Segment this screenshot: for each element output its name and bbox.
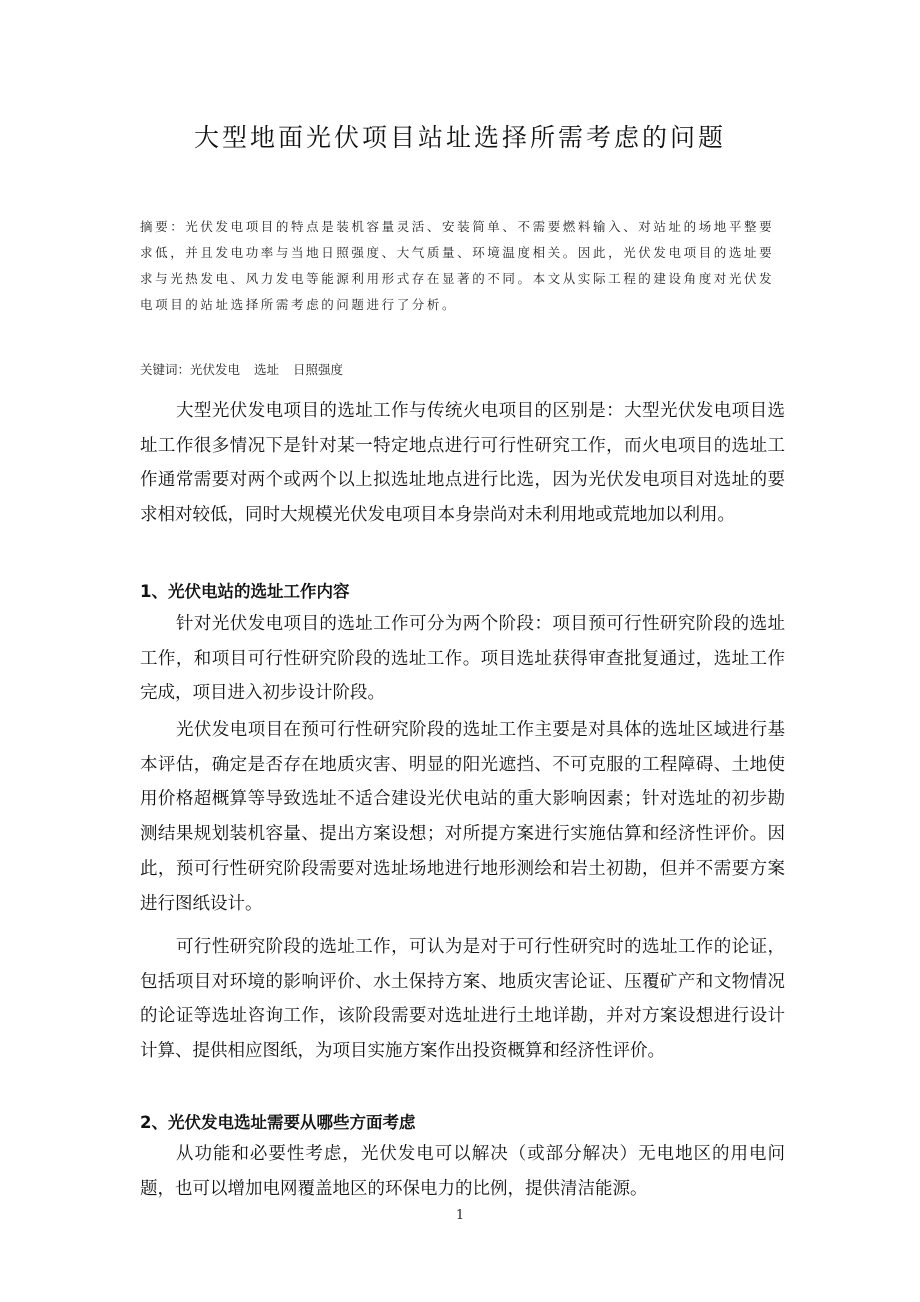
section-2-paragraph-1: 从功能和必要性考虑，光伏发电可以解决（或部分解决）无电地区的用电问题，也可以增加电网覆盖地区的环保电力的比例，提供清洁能源。 bbox=[140, 1144, 785, 1199]
keyword: 日照强度 bbox=[293, 362, 344, 377]
keyword: 选址 bbox=[254, 362, 280, 377]
section-2-heading: 2、光伏发电选址需要从哪些方面考虑 bbox=[140, 1113, 416, 1132]
abstract: 摘要：光伏发电项目的特点是装机容量灵活、安装简单、不需要燃料输入、对站址的场地平整要求低，并且发电功率与当地日照强度、大气质量、环境温度相关。因此，光伏发电项目的选址要求与光热发电、风力发电等能源利用形式存在显著的不同。本文从实际工程的建设角度对光伏发电项目的站址选择所需考虑的问题进行了分析。 bbox=[140, 219, 775, 312]
keywords-line bbox=[140, 360, 357, 380]
intro-paragraph: 大型光伏发电项目的选址工作与传统火电项目的区别是：大型光伏发电项目选址工作很多情况下是针对某一特定地点进行可行性研究工作，而火电项目的选址工作通常需要对两个或两个以上拟选址地点进行比选，因为光伏发电项目对选址的要求相对较低，同时大规模光伏发电项目本身崇尚对未利用地或荒地加以利用。 bbox=[140, 401, 785, 526]
section-1-heading: 1、光伏电站的选址工作内容 bbox=[140, 582, 350, 601]
keyword: 光伏发电 bbox=[190, 362, 241, 377]
section-1-paragraph-1: 针对光伏发电项目的选址工作可分为两个阶段：项目预可行性研究阶段的选址工作，和项目可行性研究阶段的选址工作。项目选址获得审查批复通过，选址工作完成，项目进入初步设计阶段。 bbox=[140, 614, 785, 704]
section-1-paragraph-2: 光伏发电项目在预可行性研究阶段的选址工作主要是对具体的选址区域进行基本评估，确定是否存在地质灾害、明显的阳光遮挡、不可克服的工程障碍、土地使用价格超概算等导致选址不适合建设光伏电站的重大影响因素；针对选址的初步勘测结果规划装机容量、提出方案设想；对所提方案进行实施估算和经济性评价。因此，预可行性研究阶段需要对选址场地进行地形测绘和岩土初勘，但并不需要方案进行图纸设计。 bbox=[140, 720, 785, 914]
section-1-paragraph-3: 可行性研究阶段的选址工作，可认为是对于可行性研究时的选址工作的论证，包括项目对环境的影响评价、水土保持方案、地质灾害论证、压覆矿产和文物情况的论证等选址咨询工作，该阶段需要对选址进行土地详勘，并对方案设想进行设计计算、提供相应图纸，为项目实施方案作出投资概算和经济性评价。 bbox=[140, 937, 785, 1062]
keywords-label: 关键词： bbox=[140, 362, 191, 377]
document-title: 大型地面光伏项目站址选择所需考虑的问题 bbox=[193, 123, 726, 152]
page-number: 1 bbox=[455, 1208, 465, 1223]
